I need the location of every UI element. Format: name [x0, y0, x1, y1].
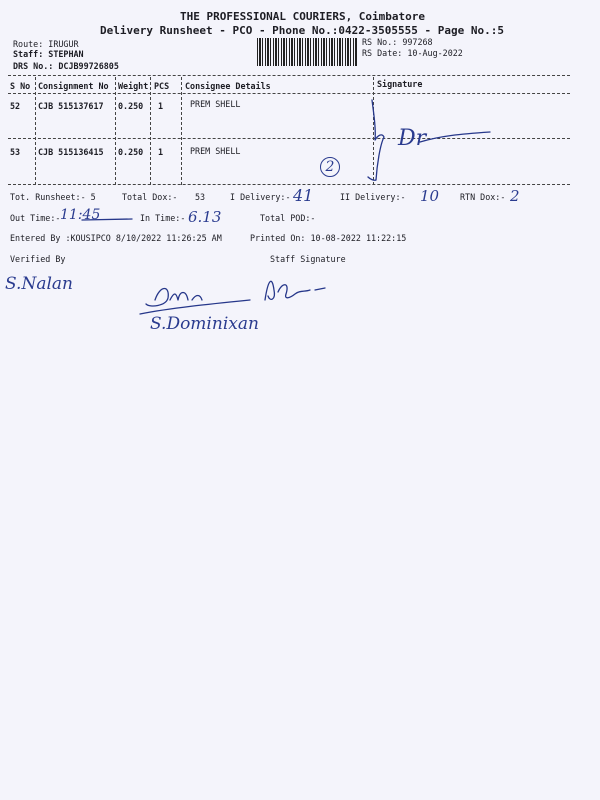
- out-time-value: 11:45: [60, 207, 101, 223]
- row-consignment: CJB 515136415: [38, 147, 104, 157]
- barcode: [257, 38, 357, 66]
- col-divider: [115, 77, 116, 185]
- printed-on: Printed On: 10-08-2022 11:22:15: [250, 233, 407, 243]
- in-time-value: 6.13: [188, 208, 222, 226]
- signature-stroke: [420, 128, 500, 148]
- drs-number: DRS No.: DCJB99726805: [13, 61, 119, 71]
- col-consignee: Consignee Details: [185, 81, 271, 91]
- i-delivery-label: I Delivery:-: [230, 192, 291, 202]
- row-consignment: CJB 515137617: [38, 101, 104, 111]
- company-title: THE PROFESSIONAL COURIERS, Coimbatore: [180, 10, 426, 23]
- out-time-label: Out Time:-: [10, 213, 61, 223]
- total-dox-value: 53: [195, 192, 206, 202]
- ii-delivery-label: II Delivery:-: [340, 192, 406, 202]
- col-sno: S No: [10, 81, 31, 91]
- col-consignment: Consignment No: [38, 81, 109, 91]
- col-weight: Weight: [118, 81, 149, 91]
- rtn-dox-label: RTN Dox:-: [460, 192, 506, 202]
- handwritten-signature: Dr: [398, 126, 427, 151]
- staff: Staff: STEPHAN: [13, 49, 84, 59]
- verified-by-label: Verified By: [10, 254, 66, 264]
- staff-signature-name: S.Dominixan: [150, 314, 259, 334]
- row-weight: 0.250: [118, 147, 144, 157]
- header-bottom-rule: [8, 93, 570, 94]
- col-pcs: PCS: [154, 81, 170, 91]
- row-consignee: PREM SHELL: [190, 99, 241, 109]
- col-divider: [35, 77, 36, 185]
- handwritten-circled-number: 2: [320, 157, 340, 177]
- verified-signature: S.Nalan: [5, 274, 73, 294]
- table-top-rule: [8, 75, 570, 76]
- tot-runsheet: Tot. Runsheet:- 5: [10, 192, 96, 202]
- row-consignee: PREM SHELL: [190, 146, 241, 156]
- row-sno: 52: [10, 101, 21, 111]
- col-divider: [150, 77, 151, 185]
- entered-by: Entered By :KOUSIPCO 8/10/2022 11:26:25 AM: [10, 233, 222, 243]
- runsheet-title: Delivery Runsheet - PCO - Phone No.:0422-3505555 - Page No.:5: [100, 24, 504, 37]
- route: Route: IRUGUR: [13, 39, 79, 49]
- col-signature: Signature: [377, 79, 423, 89]
- ii-delivery-value: 10: [420, 187, 440, 205]
- row-weight: 0.250: [118, 101, 144, 111]
- row-pcs: 1: [158, 147, 164, 157]
- rs-number: RS No.: 997268: [362, 37, 433, 47]
- total-dox-label: Total Dox:-: [122, 192, 178, 202]
- rs-date: RS Date: 10-Aug-2022: [362, 48, 463, 58]
- table-bottom-rule: [8, 184, 570, 185]
- in-time-label: In Time:-: [140, 213, 186, 223]
- i-delivery-value: 41: [293, 186, 314, 205]
- col-divider: [181, 77, 182, 185]
- row-pcs: 1: [158, 101, 164, 111]
- out-time-underline: [82, 218, 142, 224]
- total-pod-label: Total POD:-: [260, 213, 316, 223]
- row-sno: 53: [10, 147, 21, 157]
- staff-signature-label: Staff Signature: [270, 254, 346, 264]
- rtn-dox-value: 2: [510, 187, 520, 205]
